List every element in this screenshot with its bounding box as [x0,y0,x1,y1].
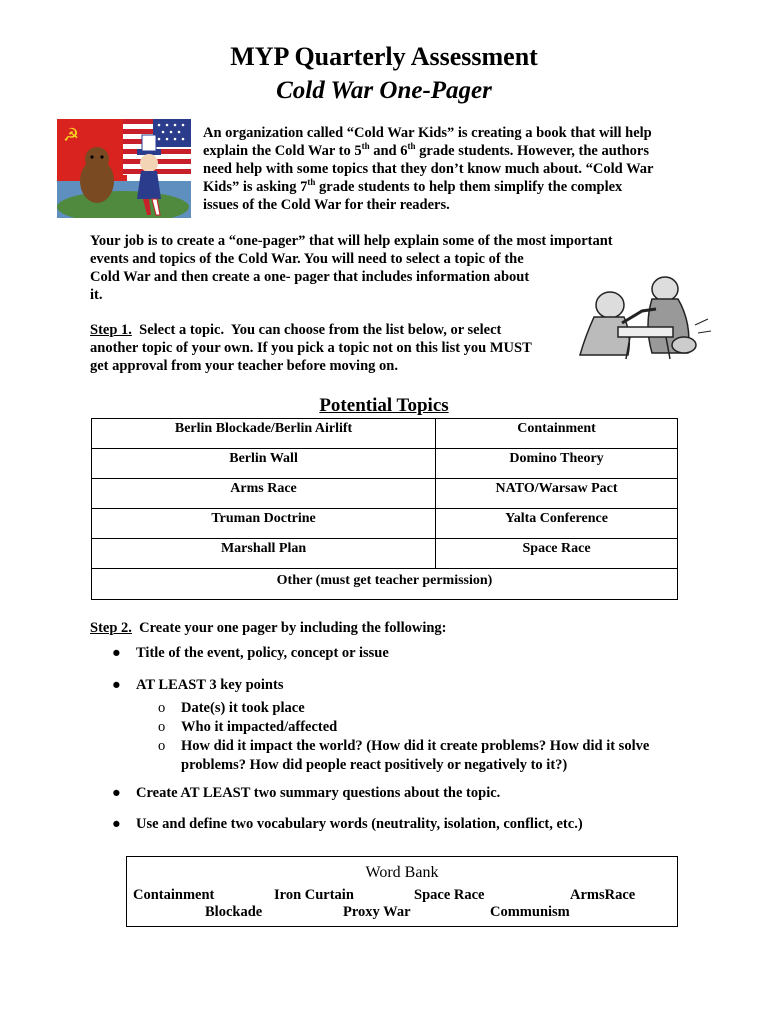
job-line: Your job is to create a “one-pager” that will help explain some of the most important [90,233,613,249]
requirements-list [112,644,389,662]
intro-line: Kids” is asking 7th grade students to help them simplify the complex [203,177,623,195]
topic-cell: Space Race [436,539,678,569]
arm-wrestling-cartoon-image [570,265,713,362]
intro-line: issues of the Cold War for their readers. [203,197,450,213]
table-row [92,479,678,509]
step2-paragraph: Step 2. Create your one pager by including the following: [90,620,447,636]
word-bank-word: Blockade [205,904,263,920]
word-bank-title: Word Bank [365,864,439,881]
page-subtitle: Cold War One-Pager [276,77,492,104]
topic-cell: Berlin Wall [92,449,436,479]
job-line: Cold War and then create a one- pager that includes information about [90,269,530,285]
topic-cell: Containment [436,419,678,449]
requirements-list [112,784,500,802]
key-points-sublist [158,699,678,775]
intro-line: need help with some topics that they don’t know much about. “Cold War [203,161,654,177]
list-item: ● AT LEAST 3 key points [112,677,284,693]
bullet-icon: ● [112,785,121,801]
word-bank-word: Iron Curtain [274,887,354,903]
word-bank-word: Proxy War [343,904,411,920]
table-row [92,539,678,569]
word-bank-word: Containment [133,887,215,903]
table-row [92,509,678,539]
table-row [92,449,678,479]
step2-label: Step 2. [90,620,132,636]
table-row [92,569,678,600]
intro-paragraph [203,124,683,214]
list-item: ● Title of the event, policy, concept or issue [112,645,389,661]
list-item: o Who it impacted/affected [158,719,338,735]
job-line: events and topics of the Cold War. You will need to select a topic of the [90,251,524,267]
list-item: o How did it impact the world? (How did it create problems? How did it solve [158,738,650,754]
list-item: o Date(s) it took place [158,700,305,716]
circle-bullet-icon: o [158,738,166,754]
bullet-icon: ● [112,816,121,832]
topic-cell: Domino Theory [436,449,678,479]
topic-cell: Berlin Blockade/Berlin Airlift [92,419,436,449]
topics-heading: Potential Topics [319,395,449,416]
step1-paragraph: Step 1. Select a topic. You can choose from the list below, or select another topic of your own. If you pick a topic not on this list you MUST get approval from your teacher before moving on. [90,322,532,374]
job-line: it. [90,287,103,303]
topic-cell: Yalta Conference [436,509,678,539]
intro-line: An organization called “Cold War Kids” is creating a book that will help [203,125,652,141]
svg-text:☭: ☭ [63,125,80,146]
step1-label: Step 1. [90,322,132,338]
circle-bullet-icon: o [158,700,166,716]
word-bank-word: Communism [490,904,570,920]
table-row [92,419,678,449]
circle-bullet-icon: o [158,719,166,735]
job-paragraph [90,232,613,304]
cold-war-flags-image [57,119,191,218]
word-bank-word: ArmsRace [570,887,636,903]
list-item: ● Use and define two vocabulary words (neutrality, isolation, conflict, etc.) [112,816,583,832]
word-bank-box [126,856,678,927]
topics-table [91,418,678,600]
topic-cell: Marshall Plan [92,539,436,569]
page-title: MYP Quarterly Assessment [230,42,538,71]
topic-cell: Truman Doctrine [92,509,436,539]
intro-line: explain the Cold War to 5th and 6th grade students. However, the authors [203,141,649,159]
list-item: ● Create AT LEAST two summary questions about the topic. [112,785,501,801]
bullet-icon: ● [112,677,121,693]
topic-other-cell: Other (must get teacher permission) [92,569,678,600]
word-bank-word: Space Race [414,887,485,903]
topic-cell: Arms Race [92,479,436,509]
requirements-list [112,676,283,694]
topic-cell: NATO/Warsaw Pact [436,479,678,509]
requirements-list [112,815,583,833]
list-item: problems? How did people react positively or negatively to it?) [181,757,568,773]
bullet-icon: ● [112,645,121,661]
